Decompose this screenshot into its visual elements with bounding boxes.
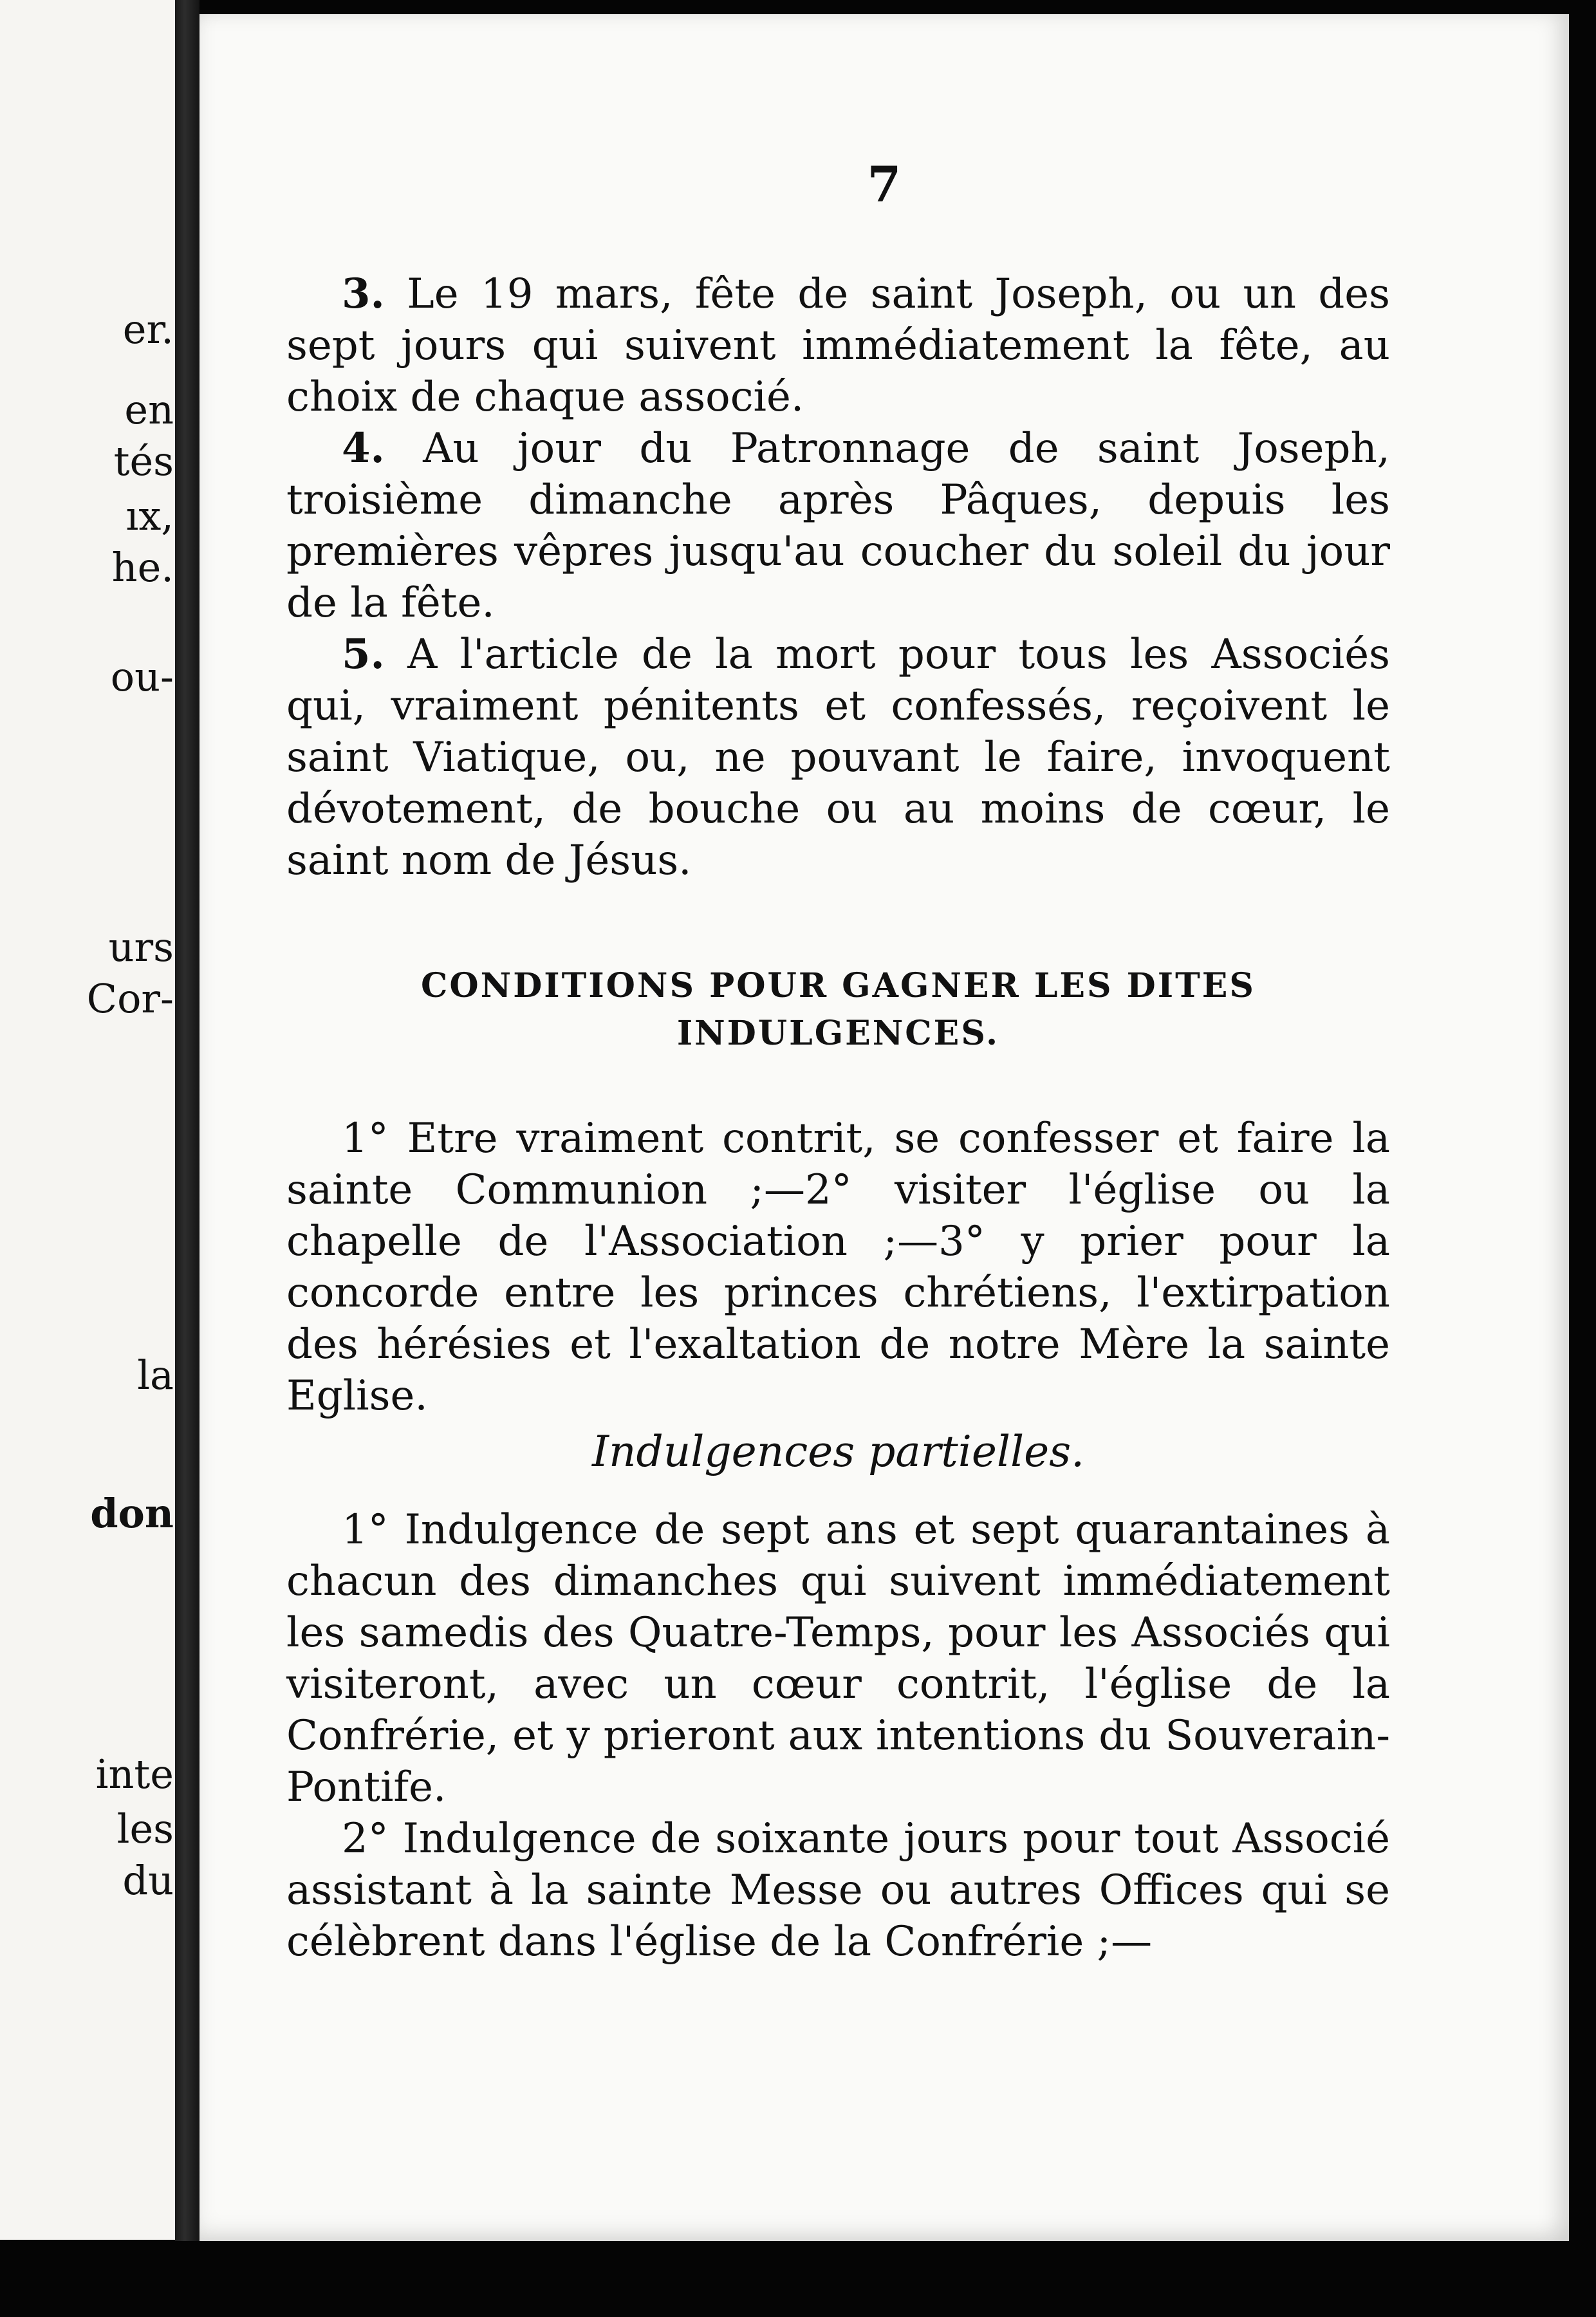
page-text [286,268,1390,1968]
conditions-paragraph: 1° Etre vraiment contrit, se confesser et faire la sainte Communion ;—2° visiter l'église ou la chapelle de l'Association ;—3° y prier pour la concorde entre les princes chrétiens, l'extirpation des hérésies et l'exaltation de notre Mère la sainte Eglise. [286,1115,1390,1420]
item-text: Au jour du Patronnage de saint Joseph, troisième dimanche après Pâques, depuis les premières vêpres jusqu'au coucher du soleil du jour de la fête. [286,425,1391,627]
section-heading [286,962,1390,1057]
item-text: Le 19 mars, fête de saint Joseph, ou un des sept jours qui suivent immédiatement la fête, au choix de chaque associé. [286,270,1391,421]
left-fragment: Cor- [86,975,174,1022]
partial-indulgence-1: 1° Indulgence de sept ans et sept quarantaines à chacun des dimanches qui suivent immédiatement les samedis des Quatre-Temps, pour les Associés qui visiteront, avec un cœur contrit, l'église de la Confrérie, et y prieront aux intentions du Souverain-Pontife. [286,1506,1390,1811]
item-number: 5. [342,630,385,678]
item-number: 3. [342,270,385,318]
left-fragment: la [137,1352,174,1399]
scan-border [0,2241,1596,2317]
left-fragment: don [90,1490,174,1537]
partial-indulgence-2: 2° Indulgence de soixante jours pour tout Associé assistant à la sainte Messe ou autres Offices qui se célèbrent dans l'église de la Confrérie ;— [286,1815,1390,1966]
left-fragment: en [124,386,174,433]
heading-line: CONDITIONS POUR GAGNER LES DITES [420,966,1256,1005]
section-subheading: Indulgences partielles. [591,1427,1085,1476]
left-fragment: ou- [110,653,174,700]
left-fragment: tés [113,438,174,485]
item-number: 4. [342,424,385,472]
book-page [200,14,1569,2241]
left-fragment: inte [95,1751,174,1798]
heading-line: INDULGENCES. [676,1014,1000,1053]
book-gutter [175,0,200,2317]
left-fragment: du [122,1857,174,1904]
page-number: 7 [867,156,902,213]
indulgence-item-3 [286,268,1390,423]
left-fragment: les [116,1805,174,1852]
left-fragment: urs [108,924,174,971]
indulgence-item-5 [286,629,1390,886]
left-fragment: he. [111,544,174,591]
indulgence-item-4 [286,423,1390,629]
item-text: A l'article de la mort pour tous les Associés qui, vraiment pénitents et confessés, reçoivent le saint Viatique, ou, ne pouvant le faire, invoquent dévotement, de bouche ou au moins de cœur, le saint nom de Jésus. [286,631,1391,884]
left-fragment: er. [122,306,174,353]
left-page-edge [0,0,175,2240]
left-fragment: ıx, [125,492,174,539]
